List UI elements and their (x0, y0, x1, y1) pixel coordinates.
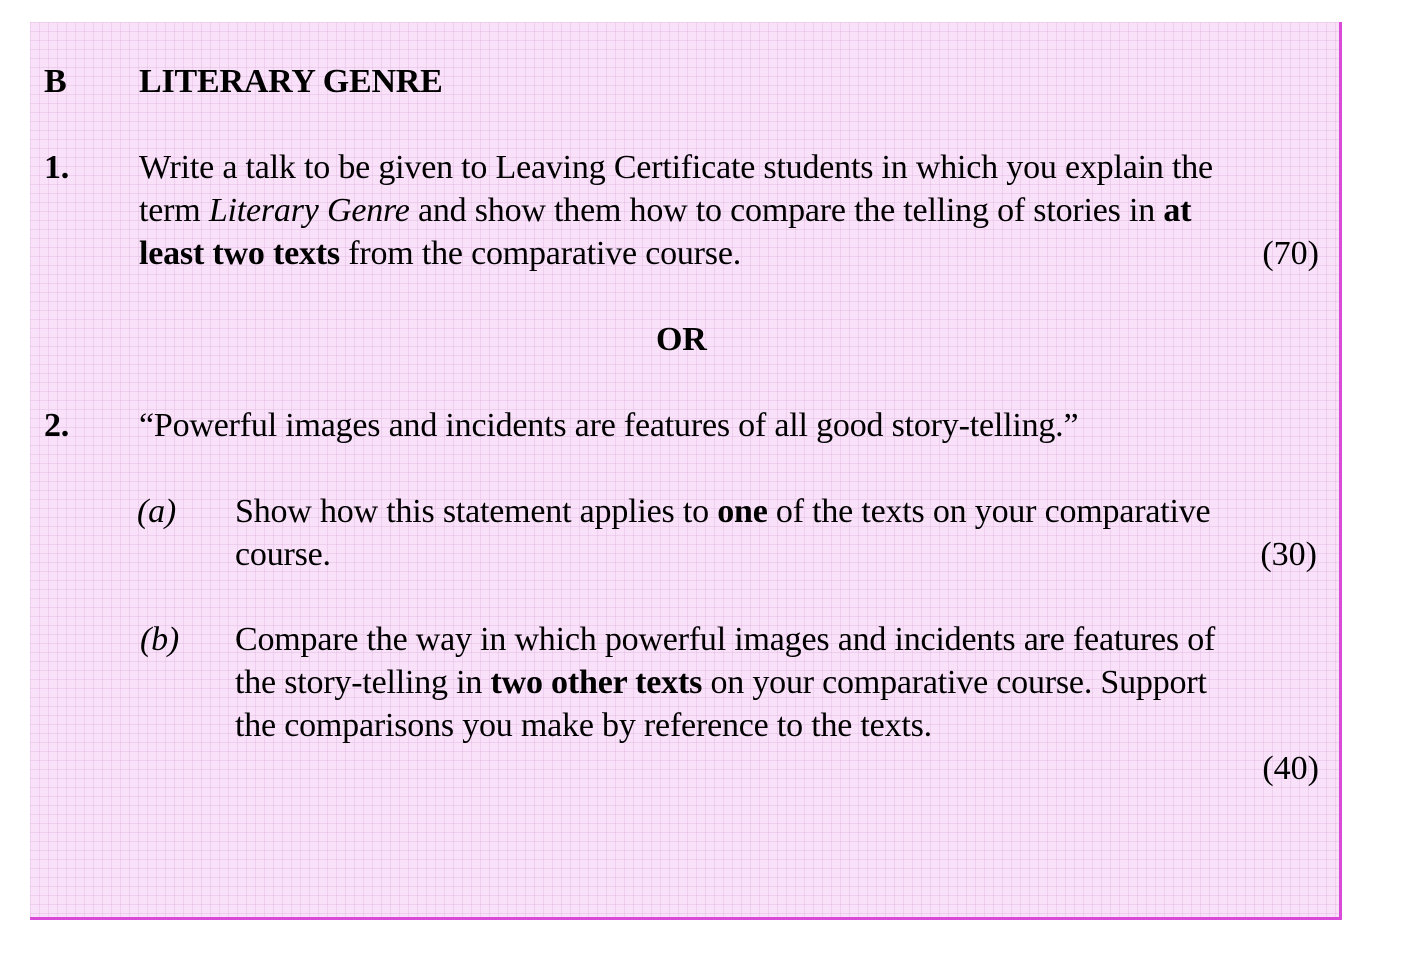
part-b-text-2b: on your comparative course. Support (702, 664, 1207, 701)
q1-text-1: Write a talk to be given to Leaving Certificate students in which you explain the (139, 149, 1213, 186)
part-a-marks: (30) (1260, 536, 1317, 573)
part-b-line-1: Compare the way in which powerful images and incidents are features of (235, 621, 1216, 658)
question-1-line-3 (139, 232, 741, 275)
q1-italic-literary-genre: Literary Genre (208, 192, 410, 229)
q1-text-3: from the comparative course. (339, 235, 742, 272)
part-a-line-1 (235, 490, 1210, 533)
q1-text-2a: term (139, 192, 209, 229)
part-a-text-1a: Show how this statement applies to (235, 493, 718, 530)
or-divider: OR (656, 321, 707, 358)
question-2-quote: “Powerful images and incidents are features of all good story-telling.” (139, 407, 1079, 444)
q1-text-2b: and show them how to compare the telling of stories in (409, 192, 1164, 229)
part-a-text-1b: of the texts on your comparative (767, 493, 1211, 530)
part-a-line-2: course. (235, 536, 331, 573)
question-1-number: 1. (44, 149, 70, 186)
question-1-marks: (70) (1262, 235, 1319, 272)
section-title: LITERARY GENRE (139, 63, 443, 100)
part-b-line-2 (235, 661, 1207, 704)
section-letter: B (44, 63, 67, 100)
question-1-line-1 (139, 146, 1213, 189)
part-a-bold-one: one (717, 493, 768, 530)
question-1-line-2 (139, 189, 1191, 232)
part-a-label: (a) (137, 493, 177, 530)
q1-bold-least-two-texts: least two texts (139, 235, 340, 272)
q1-bold-at: at (1163, 192, 1192, 229)
question-2-number: 2. (44, 407, 70, 444)
part-b-marks: (40) (1262, 750, 1319, 787)
part-b-text-2a: the story-telling in (235, 664, 491, 701)
part-b-line-3: the comparisons you make by reference to the texts. (235, 707, 932, 744)
part-b-label: (b) (140, 621, 180, 658)
part-b-bold-two-other-texts: two other texts (490, 664, 703, 701)
